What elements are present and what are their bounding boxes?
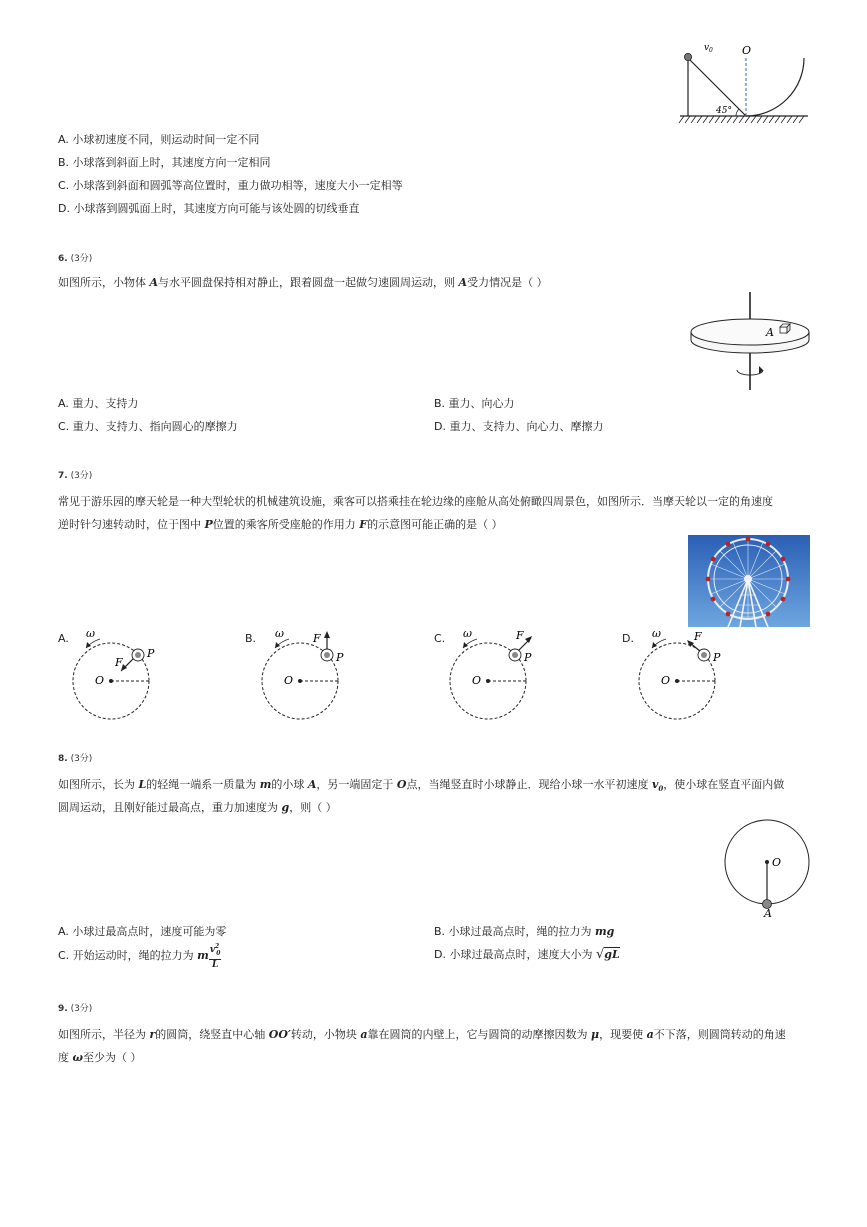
q7-choice-c[interactable]: C. (434, 632, 446, 645)
q8-stem-line2: 圆周运动，且刚好能过最高点，重力加速度为 g，则（ ） (58, 801, 337, 814)
point-p-label: P (147, 647, 155, 660)
q6-option-a[interactable]: A. 重力、支持力 (58, 397, 139, 410)
q8-option-c[interactable]: C. 开始运动时，绳的拉力为 m $\frac{v^2_0}{L}$ (58, 943, 221, 970)
q8-number: 8. (58, 754, 68, 764)
q9-header (58, 1001, 92, 1014)
force-f-label: F (115, 656, 123, 669)
q7-diagram-b (257, 628, 349, 722)
pivot-o-label: O (772, 856, 782, 869)
q7-stem-line2: 逆时针匀速转动时，位于图中 P位置的乘客所受座舱的作用力 F的示意图可能正确的是（ ） (58, 518, 503, 531)
q6-option-d[interactable]: D. 重力、支持力、向心力、摩擦力 (434, 420, 604, 433)
q9-stem-line1: 如图所示，半径为 r的圆筒，绕竖直中心轴 OO′转动，小物块 a靠在圆筒的内壁上，它与圆筒的动摩擦因数为 μ，现要使 a不下落，则圆筒转动的角速 (58, 1028, 786, 1041)
omega-label: ω (463, 628, 472, 640)
omega-label: ω (86, 628, 95, 640)
q7-diagram-a (68, 628, 160, 722)
point-p-label: P (336, 651, 344, 664)
q7-header (58, 468, 92, 481)
q7-diagram-c (445, 628, 537, 722)
q7-choice-d[interactable]: D. (622, 632, 634, 645)
q8-option-a[interactable]: A. 小球过最高点时，速度可能为零 (58, 925, 227, 938)
angle-label: 45° (716, 106, 732, 116)
q9-score: (3分) (70, 1004, 93, 1014)
q8-option-d[interactable]: D. 小球过最高点时，速度大小为 √gL (434, 947, 620, 962)
block-a-label: A (766, 326, 774, 339)
q7-choice-a[interactable]: A. (58, 632, 69, 645)
pendulum-circle-figure (722, 816, 814, 920)
q7-score: (3分) (70, 471, 93, 481)
center-o-label: O (284, 674, 294, 687)
q6-header (58, 251, 92, 264)
fraction-v0-squared-over-l: $\frac{v^2_0}{L}$ (209, 943, 221, 970)
q5-option-c[interactable]: C. 小球落到斜面和圆弧等高位置时，重力做功相等，速度大小一定相等 (58, 179, 403, 192)
q6-score: (3分) (70, 254, 93, 264)
q7-choice-b[interactable]: B. (245, 632, 257, 645)
q6-number: 6. (58, 254, 68, 264)
force-f-label: F (516, 629, 524, 642)
ferris-wheel-photo (688, 535, 810, 627)
q9-number: 9. (58, 1004, 68, 1014)
sqrt-icon: √ (595, 947, 605, 962)
point-p-label: P (524, 651, 532, 664)
rotating-disk-figure (686, 290, 816, 392)
q6-option-b[interactable]: B. 重力、向心力 (434, 397, 515, 410)
q6-stem: 如图所示，小物体 A与水平圆盘保持相对静止，跟着圆盘一起做匀速圆周运动，则 A受力情况是（ ） (58, 276, 548, 289)
center-o-label: O (95, 674, 105, 687)
v0-label: v (704, 43, 710, 53)
q8-score: (3分) (70, 754, 93, 764)
center-o-label: O (472, 674, 482, 687)
q9-stem-line2: 度 ω至少为（ ） (58, 1051, 142, 1064)
v0-sub: 0 (709, 47, 713, 54)
ball-a-label: A (764, 907, 772, 920)
q5-option-b[interactable]: B. 小球落到斜面上时，其速度方向一定相同 (58, 156, 271, 169)
force-f-label: F (694, 630, 702, 643)
q8-option-b[interactable]: B. 小球过最高点时，绳的拉力为 mg (434, 925, 615, 938)
omega-label: ω (652, 628, 661, 640)
center-o-label: O (661, 674, 671, 687)
force-f-label: F (313, 632, 321, 645)
q7-stem-line1: 常见于游乐园的摩天轮是一种大型轮状的机械建筑设施，乘客可以搭乘挂在轮边缘的座舱从高处俯瞰四周景色，如图所示．当摩天轮以一定的角速度 (58, 495, 773, 508)
incline-arc-figure (676, 40, 816, 126)
q8-stem-line1: 如图所示，长为 L的轻绳一端系一质量为 m的小球 A，另一端固定于 O点，当绳竖直时小球静止．现给小球一水平初速度 $v_0$，使小球在竖直平面内做 (58, 778, 785, 794)
q5-option-a[interactable]: A. 小球初速度不同，则运动时间一定不同 (58, 133, 260, 146)
q7-number: 7. (58, 471, 68, 481)
omega-label: ω (275, 628, 284, 640)
point-p-label: P (713, 651, 721, 664)
point-o-label: O (742, 44, 752, 57)
q6-option-c[interactable]: C. 重力、支持力、指向圆心的摩擦力 (58, 420, 238, 433)
q5-option-d[interactable]: D. 小球落到圆弧面上时，其速度方向可能与该处圆的切线垂直 (58, 202, 360, 215)
q7-diagram-d (634, 628, 726, 722)
q8-header (58, 751, 92, 764)
